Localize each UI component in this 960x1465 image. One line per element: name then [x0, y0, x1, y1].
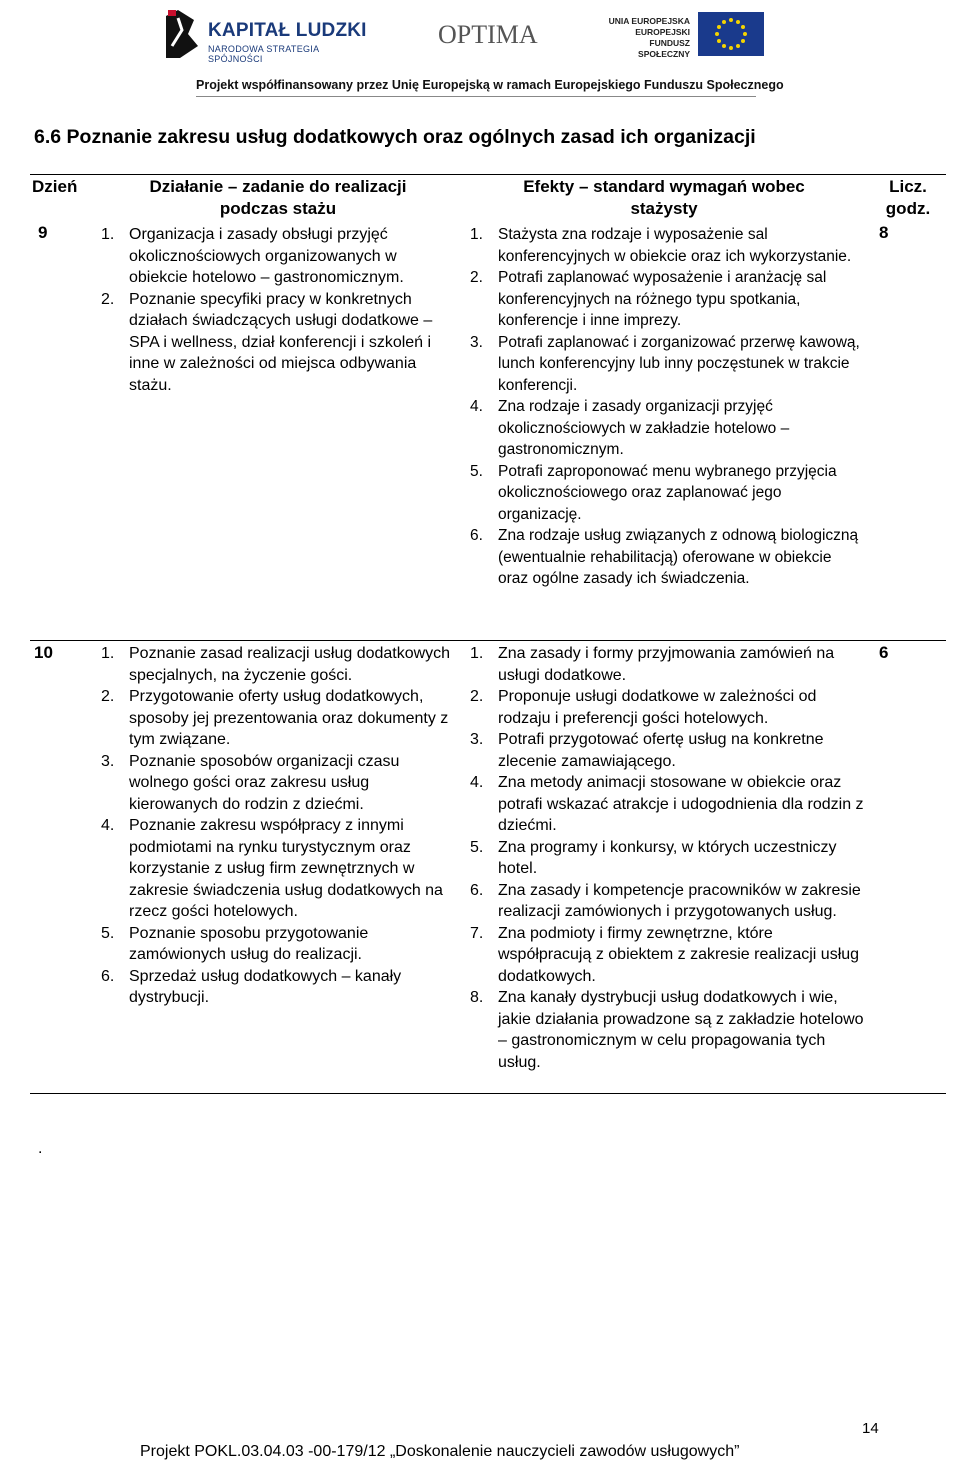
list-item [470, 686, 865, 729]
item-text: Proponuje usługi dodatkowe w zależności od rodzaju i preferencji gości hotelowych. [498, 688, 817, 727]
item-text: Zna zasady i kompetencje pracowników w zakresie realizacji zamówionych i przygotowanych usług. [498, 881, 861, 920]
header-effects [462, 176, 866, 220]
item-text: Sprzedaż usług dodatkowych – kanały dystrybucji. [129, 967, 402, 1006]
header-hours-line1: Licz. [889, 177, 927, 196]
logo-left-subtitle: NARODOWA STRATEGIA SPÓJNOŚCI [208, 44, 319, 64]
page-header [0, 0, 960, 110]
list-item [101, 289, 446, 397]
item-text: Zna metody animacji stosowane w obiekcie oraz potrafi wskazać atrakcje i udogodnienia dla rodzin z dziećmi. [498, 774, 864, 834]
item-text: Poznanie zasad realizacji usług dodatkowych specjalnych, na życzenie gości. [129, 645, 451, 684]
eu-logo-line3: FUNDUSZ SPOŁECZNY [638, 38, 690, 59]
item-number: 2. [470, 688, 484, 705]
list-item [101, 224, 446, 289]
row-day-10: 10 [34, 643, 53, 662]
row-effects-10 [470, 643, 865, 1073]
list-item [470, 729, 865, 772]
header-hours [870, 176, 946, 220]
cofinance-line: Projekt współfinansowany przez Unię Europejską w ramach Europejskiego Funduszu Społecznego [196, 78, 784, 92]
list-item [101, 643, 456, 686]
page-footer: Projekt POKL.03.04.03 -00-179/12 „Doskonalenie nauczycieli zawodów usługowych” [140, 1443, 740, 1460]
eu-logo-text [598, 16, 690, 60]
list-item [470, 396, 865, 461]
item-number: 4. [470, 774, 484, 791]
item-text: Potrafi przygotować ofertę usług na konkretne zlecenie zamawiającego. [498, 731, 824, 770]
item-text: Poznanie zakresu współpracy z innymi podmiotami na rynku turystycznym oraz korzystanie z usług firm zewnętrznych w zakresie świadczenia usług dodatkowych na rzecz gości hotelowych. [129, 817, 443, 920]
item-text: Organizacja i zasady obsługi przyjęć okolicznościowych organizowanych w obiekcie hotelowo – gastronomicznym. [129, 226, 404, 286]
row-actions-10 [101, 643, 456, 1009]
flag-logo-icon [158, 6, 202, 62]
logo-left-title: KAPITAŁ LUDZKI [208, 20, 367, 41]
list-item [101, 815, 456, 923]
eu-logo-line1: UNIA EUROPEJSKA [608, 16, 690, 26]
item-number: 3. [470, 731, 484, 748]
list-item [470, 267, 865, 332]
item-text: Poznanie specyfiki pracy w konkretnych działach świadczących usługi dodatkowe – SPA i wellness, dział konferencji i szkoleń i inne w zależności od miejsca odbywania stażu. [129, 290, 433, 394]
page-number: 14 [862, 1420, 879, 1437]
eu-logo [598, 8, 798, 58]
kapital-ludzki-logo [158, 6, 368, 62]
item-number: 2. [470, 269, 483, 286]
item-text: Zna programy i konkursy, w których uczestniczy hotel. [498, 838, 837, 877]
item-text: Zna podmioty i firmy zewnętrzne, które współpracują z obiektem z zakresie realizacji usług dodatkowych. [498, 924, 860, 985]
item-number: 1. [101, 226, 115, 243]
list-item [470, 224, 865, 267]
list-item [470, 461, 865, 526]
header-day: Dzień [32, 177, 78, 196]
item-number: 6. [470, 881, 484, 899]
item-text: Zna rodzaje i zasady organizacji przyjęć okolicznościowych w zakładzie hotelowo – gastronomicznym. [498, 398, 790, 458]
list-item [101, 923, 456, 966]
item-text: Zna zasady i formy przyjmowania zamówień na usługi dodatkowe. [498, 645, 835, 684]
row-effects-9 [470, 224, 865, 590]
stray-dot: . [38, 1140, 43, 1157]
header-effects-line2: stażysty [630, 199, 698, 218]
row-divider [30, 640, 946, 641]
item-number: 3. [470, 333, 483, 351]
list-item [101, 751, 456, 816]
item-number: 8. [470, 989, 484, 1006]
item-text: Poznanie sposobu przygotowanie zamówionych usług do realizacji. [129, 924, 369, 963]
header-divider [196, 96, 756, 97]
item-number: 4. [470, 398, 483, 415]
item-number: 3. [101, 752, 115, 770]
item-text: Potrafi zaplanować wyposażenie i aranżację sal konferencyjnych na różnego typu spotkania, konferencje i inne imprezy. [498, 269, 827, 329]
list-item [470, 525, 865, 590]
item-number: 1. [470, 226, 483, 243]
header-action-line2: podczas stażu [219, 199, 337, 218]
item-text: Stażysta zna rodzaje i wyposażenie sal konferencyjnych w obiekcie oraz ich wykorzystanie. [498, 226, 852, 265]
section-title: 6.6 Poznanie zakresu usług dodatkowych oraz ogólnych zasad ich organizacji [34, 126, 756, 148]
item-number: 4. [101, 817, 115, 834]
item-text: Zna kanały dystrybucji usług dodatkowych i wie, jakie działania prowadzone są z zakładzie hotelowo – gastronomicznym w celu propagowania tych usług. [498, 989, 864, 1071]
row-hours-10: 6 [879, 643, 889, 662]
item-number: 2. [101, 290, 115, 308]
item-number: 1. [470, 645, 484, 662]
header-action [108, 176, 448, 220]
item-number: 6. [470, 527, 483, 544]
row-day-9: 9 [38, 223, 48, 242]
list-item [470, 880, 865, 923]
item-number: 5. [101, 924, 115, 942]
list-item [470, 923, 865, 988]
list-item [470, 332, 865, 397]
item-text: Poznanie sposobów organizacji czasu wolnego gości oraz zakresu usług kierowanych do rodzin z dziećmi. [129, 752, 400, 813]
header-hours-line2: godz. [885, 199, 931, 218]
item-text: Zna rodzaje usług związanych z odnową biologiczną (ewentualnie rehabilitacją) oferowane w obiekcie oraz ogólne zasady ich świadczenia. [498, 527, 859, 587]
table-bottom-rule [30, 1093, 946, 1094]
header-effects-line1: Efekty – standard wymagań wobec [523, 177, 805, 196]
item-text: Potrafi zaproponować menu wybranego przyjęcia okolicznościowego oraz zaplanować jego organizację. [498, 462, 837, 523]
list-item [470, 837, 865, 880]
list-item [101, 966, 456, 1009]
row-actions-9 [101, 224, 446, 396]
list-item [470, 772, 865, 837]
list-item [470, 643, 865, 686]
row-hours-9: 8 [879, 223, 889, 242]
item-text: Przygotowanie oferty usług dodatkowych, sposoby jej prezentowania oraz dokumenty z tym związane. [129, 688, 449, 748]
header-action-line1: Działanie – zadanie do realizacji [149, 177, 407, 196]
optima-logo: OPTIMA [438, 20, 538, 49]
item-number: 1. [101, 645, 115, 662]
item-number: 2. [101, 688, 115, 705]
table-top-rule [30, 174, 946, 175]
list-item [470, 987, 865, 1073]
item-number: 5. [470, 462, 483, 480]
item-text: Potrafi zaplanować i zorganizować przerwę kawową, lunch konferencyjny lub inny poczęstunek w trakcie konferencji. [498, 333, 860, 394]
item-number: 7. [470, 924, 484, 942]
list-item [101, 686, 456, 751]
eu-logo-line2: EUROPEJSKI [635, 27, 690, 37]
item-number: 6. [101, 967, 115, 985]
eu-flag-icon [698, 12, 764, 56]
item-number: 5. [470, 838, 484, 856]
